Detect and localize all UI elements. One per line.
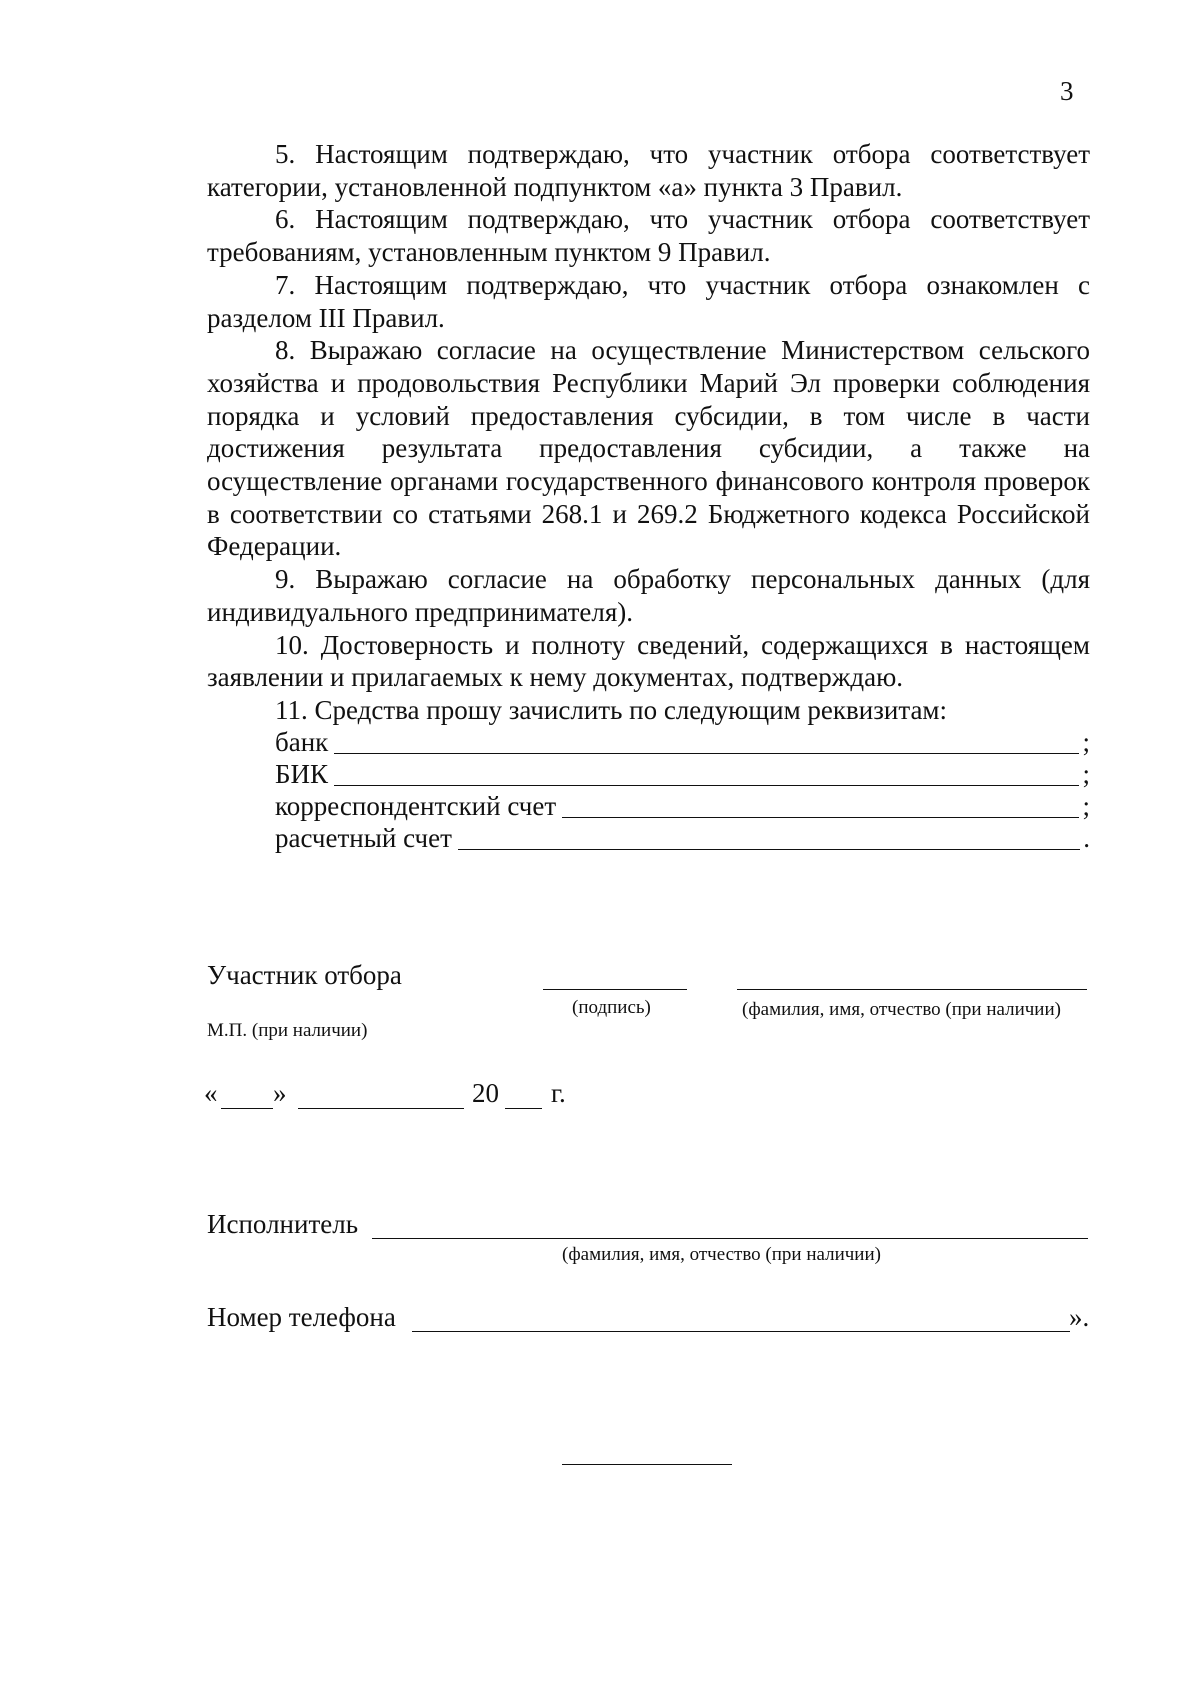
date-year-prefix: 20 <box>472 1078 499 1108</box>
requisite-bik <box>275 760 1090 790</box>
executor-caption: (фамилия, имя, отчество (при наличии) <box>562 1244 881 1265</box>
participant-label: Участник отбора <box>207 960 402 990</box>
requisite-bank <box>275 728 1090 758</box>
signature-caption: (подпись) <box>572 997 651 1018</box>
date-close-quote: » <box>273 1078 287 1108</box>
date-open-quote: « <box>204 1078 218 1108</box>
requisite-bik-end: ; <box>1082 759 1090 789</box>
requisite-corr-account <box>275 792 1090 822</box>
date-year-suffix: г. <box>551 1078 566 1108</box>
participant-name-caption: (фамилия, имя, отчество (при наличии) <box>742 999 1061 1020</box>
requisite-corr-account-label: корреспондентский счет <box>275 791 557 821</box>
phone-label: Номер телефона <box>207 1302 396 1332</box>
paragraph-5: 5. Настоящим подтверждаю, что участник отбора соответствует категории, установленной подпунктом «а» пункта 3 Правил. <box>207 139 1090 202</box>
paragraph-7: 7. Настоящим подтверждаю, что участник отбора ознакомлен с разделом III Правил. <box>207 269 1090 333</box>
requisite-bank-end: ; <box>1082 727 1090 757</box>
requisite-bik-line <box>334 784 1079 786</box>
date-year-line <box>505 1108 542 1109</box>
paragraph-6: 6. Настоящим подтверждаю, что участник отбора соответствует требованиям, установленным пунктом 9 Правил. <box>207 204 1090 268</box>
body-text <box>207 138 1090 727</box>
phone-end: ». <box>1069 1302 1090 1332</box>
requisite-corr-account-end: ; <box>1082 791 1090 821</box>
paragraph-9: 9. Выражаю согласие на обработку персональных данных (для индивидуального предпринимателя). <box>207 564 1090 627</box>
closing-separator <box>562 1464 732 1465</box>
executor-label: Исполнитель <box>207 1209 359 1239</box>
signature-line <box>543 989 687 990</box>
paragraph-8: 8. Выражаю согласие на осуществление Министерством сельского хозяйства и продовольствия Республики Марий Эл проверки соблюдения порядка и условий предоставления субсидии, в том числе в части достижения результата предоставления субсидии, а также на осуществление органами государственного финансового контроля проверок в соответствии со статьями 268.1 и 269.2 Бюджетного кодекса Российской Федерации. <box>207 335 1090 562</box>
stamp-label: М.П. (при наличии) <box>207 1020 368 1041</box>
executor-line <box>372 1238 1088 1239</box>
requisite-account <box>275 824 1090 854</box>
requisite-account-line <box>458 848 1080 850</box>
date-day-line <box>221 1108 273 1109</box>
requisite-bank-line <box>334 752 1079 754</box>
requisite-account-label: расчетный счет <box>275 823 452 853</box>
requisite-bik-label: БИК <box>275 759 329 789</box>
date-month-line <box>298 1108 464 1109</box>
page-number: 3 <box>1060 76 1074 106</box>
requisite-corr-account-line <box>562 816 1079 818</box>
requisite-bank-label: банк <box>275 727 329 757</box>
requisite-account-end: . <box>1083 823 1090 853</box>
phone-line <box>412 1331 1070 1332</box>
participant-name-line <box>737 989 1087 990</box>
paragraph-11: 11. Средства прошу зачислить по следующим реквизитам: <box>275 694 948 725</box>
paragraph-10: 10. Достоверность и полноту сведений, содержащихся в настоящем заявлении и прилагаемых к нему документах, подтверждаю. <box>207 629 1090 693</box>
